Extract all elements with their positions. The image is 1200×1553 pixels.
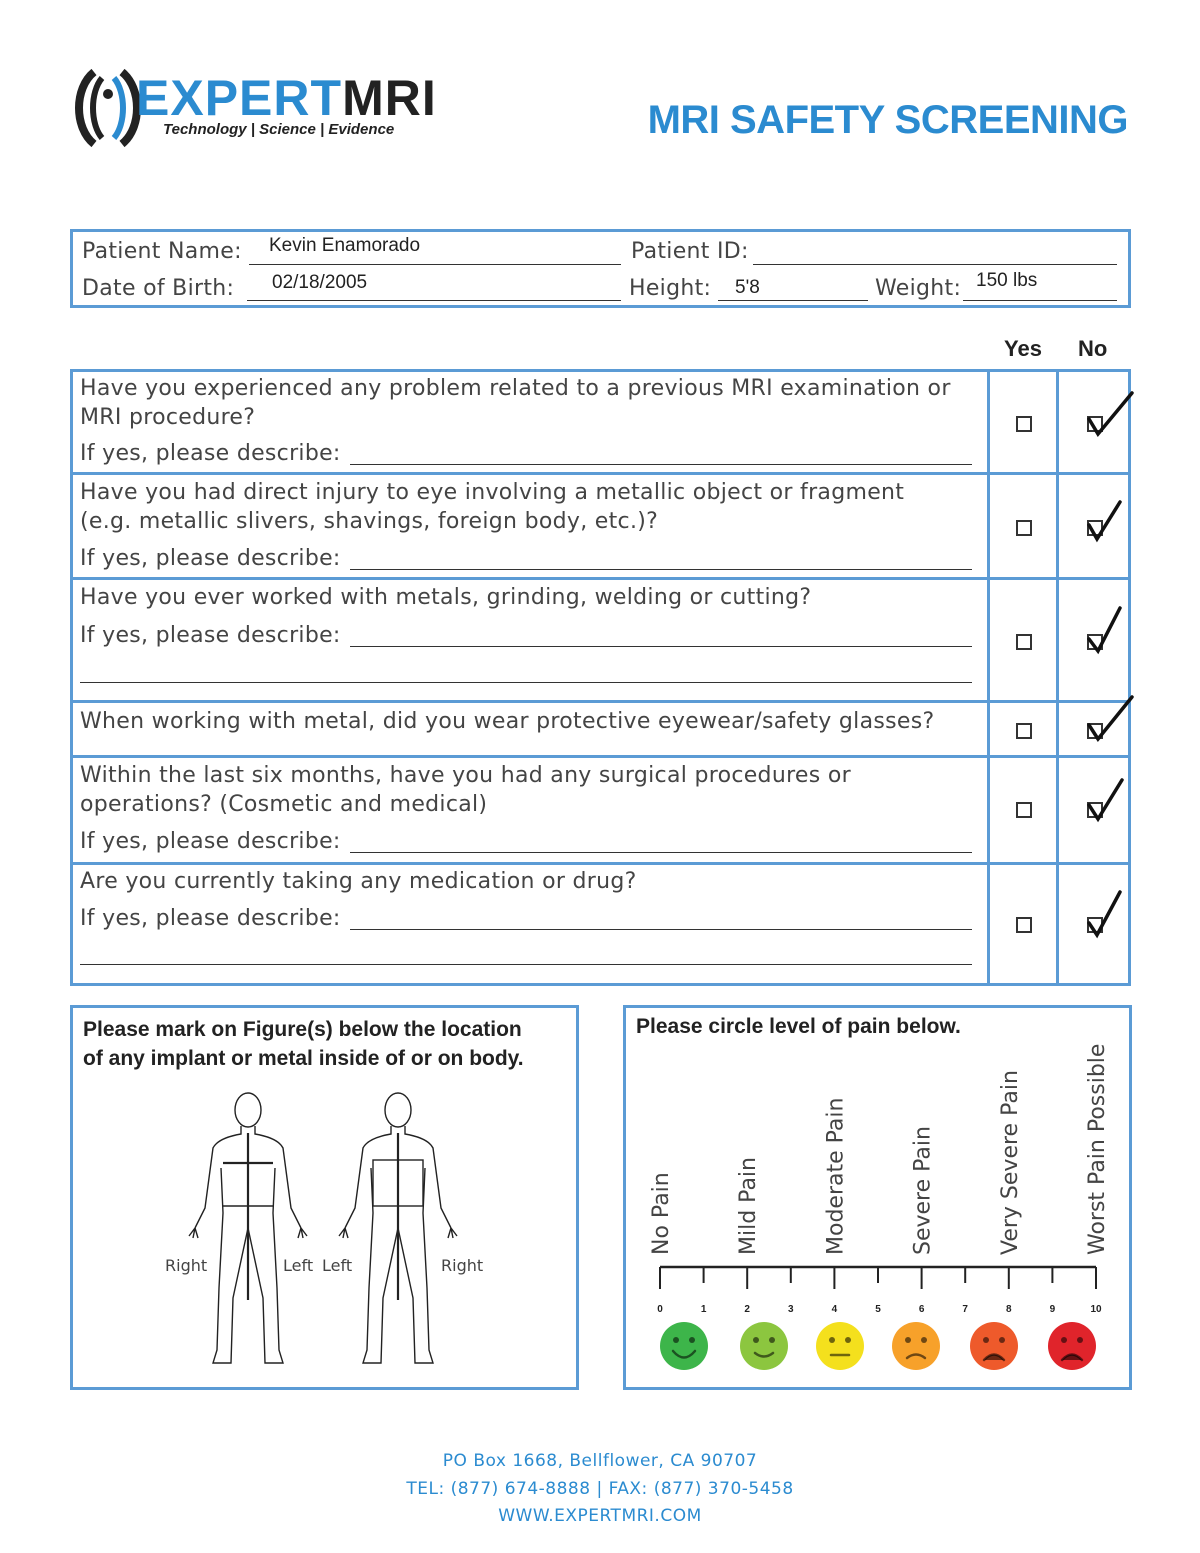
describe-field[interactable]: [350, 569, 972, 570]
describe-field-2[interactable]: [80, 964, 972, 965]
tick-label: 2: [744, 1304, 750, 1315]
tick-label: 8: [1006, 1304, 1012, 1315]
describe-field[interactable]: [350, 929, 972, 930]
height-label: Height:: [629, 276, 712, 301]
pain-level-label: Worst Pain Possible: [1085, 1043, 1110, 1255]
body-figure-panel: [70, 1005, 579, 1390]
body-figures-icon[interactable]: [173, 1088, 473, 1378]
tick-label: 9: [1049, 1304, 1056, 1315]
logo-mark-icon: [66, 68, 146, 148]
describe-label: If yes, please describe:: [80, 623, 341, 648]
question-4-text: When working with metal, did you wear protective eyewear/safety glasses?: [80, 709, 935, 734]
pain-level-label: Severe Pain: [910, 1126, 936, 1255]
checkmark-icon: [1086, 693, 1136, 743]
dob-field[interactable]: 02/18/2005: [272, 272, 368, 293]
yes-checkbox[interactable]: [1016, 520, 1032, 536]
logo: [66, 68, 446, 148]
no-column-header: No: [1078, 336, 1108, 361]
height-field[interactable]: 5'8: [735, 277, 760, 298]
pain-face-icon[interactable]: [1048, 1322, 1096, 1370]
body-panel-heading-2: of any implant or metal inside of or on body.: [83, 1047, 524, 1070]
patient-name-field[interactable]: Kevin Enamorado: [269, 235, 421, 256]
front-left-label: Left: [283, 1256, 314, 1275]
checkmark-icon: [1086, 605, 1136, 655]
footer-phone: TEL: (877) 674-8888 | FAX: (877) 370-5458: [406, 1479, 794, 1499]
back-left-label: Left: [322, 1256, 353, 1275]
question-5-text-2: operations? (Cosmetic and medical): [80, 792, 488, 817]
checkmark-icon: [1086, 389, 1136, 439]
pain-level-label: Very Severe Pain: [997, 1070, 1023, 1255]
describe-label: If yes, please describe:: [80, 906, 341, 931]
front-right-label: Right: [165, 1256, 208, 1275]
describe-label: If yes, please describe:: [80, 546, 341, 571]
dob-label: Date of Birth:: [82, 276, 235, 301]
footer-web[interactable]: WWW.EXPERTMRI.COM: [498, 1506, 702, 1526]
describe-label: If yes, please describe:: [80, 441, 341, 466]
patient-name-label: Patient Name:: [82, 239, 242, 264]
pain-face-icon[interactable]: [970, 1322, 1018, 1370]
question-5-text: Within the last six months, have you had any surgical procedures or: [80, 763, 851, 788]
yes-checkbox[interactable]: [1016, 416, 1032, 432]
pain-face-icon[interactable]: [740, 1322, 788, 1370]
pain-panel-heading: Please circle level of pain below.: [636, 1015, 961, 1038]
tick-label: 5: [875, 1304, 881, 1315]
logo-text-expert: EXPERT: [136, 70, 343, 126]
questions-table: [70, 369, 1131, 986]
back-right-label: Right: [441, 1256, 484, 1275]
describe-field-2[interactable]: [80, 682, 972, 683]
question-3-text: Have you ever worked with metals, grinding, welding or cutting?: [80, 585, 812, 610]
patient-info-box: [70, 229, 1131, 308]
tick-label: 10: [1090, 1304, 1102, 1315]
describe-label: If yes, please describe:: [80, 829, 341, 854]
question-1-text-2: MRI procedure?: [80, 405, 256, 430]
logo-text-mri: MRI: [342, 70, 437, 126]
pain-scale-panel: [623, 1005, 1132, 1390]
tick-label: 3: [788, 1304, 794, 1315]
checkmark-icon: [1086, 777, 1136, 823]
question-2-text-2: (e.g. metallic slivers, shavings, foreign body, etc.)?: [80, 509, 659, 534]
page-title: MRI SAFETY SCREENING: [647, 98, 1128, 142]
yes-checkbox[interactable]: [1016, 723, 1032, 739]
question-6-text: Are you currently taking any medication or drug?: [80, 869, 637, 894]
pain-face-icon[interactable]: [892, 1322, 940, 1370]
yes-checkbox[interactable]: [1016, 802, 1032, 818]
describe-field[interactable]: [350, 464, 972, 465]
pain-level-label: Moderate Pain: [823, 1097, 849, 1255]
yes-column-header: Yes: [1004, 336, 1042, 361]
yes-checkbox[interactable]: [1016, 634, 1032, 650]
tick-label: 0: [657, 1304, 663, 1315]
footer-address: PO Box 1668, Bellflower, CA 90707: [442, 1451, 758, 1471]
pain-scale: [626, 1008, 1129, 1387]
body-panel-heading: Please mark on Figure(s) below the location: [83, 1018, 522, 1041]
weight-field[interactable]: 150 lbs: [976, 270, 1038, 291]
tick-label: 6: [918, 1304, 925, 1315]
pain-face-icon[interactable]: [816, 1322, 864, 1370]
describe-field[interactable]: [350, 852, 972, 853]
patient-id-label: Patient ID:: [631, 239, 749, 264]
pain-level-label: No Pain: [649, 1172, 674, 1255]
question-1-text: Have you experienced any problem related to a previous MRI examination or: [80, 376, 951, 401]
pain-face-icon[interactable]: [660, 1322, 708, 1370]
describe-field[interactable]: [350, 646, 972, 647]
pain-level-label: Mild Pain: [736, 1157, 762, 1255]
tick-label: 7: [962, 1304, 968, 1315]
yes-checkbox[interactable]: [1016, 917, 1032, 933]
weight-label: Weight:: [875, 276, 962, 301]
tick-label: 1: [700, 1304, 707, 1315]
question-2-text: Have you had direct injury to eye involving a metallic object or fragment: [80, 480, 905, 505]
logo-tagline: Technology | Science | Evidence: [163, 121, 395, 138]
checkmark-icon: [1086, 889, 1136, 939]
tick-label: 4: [831, 1304, 838, 1315]
checkmark-icon: [1086, 499, 1136, 543]
